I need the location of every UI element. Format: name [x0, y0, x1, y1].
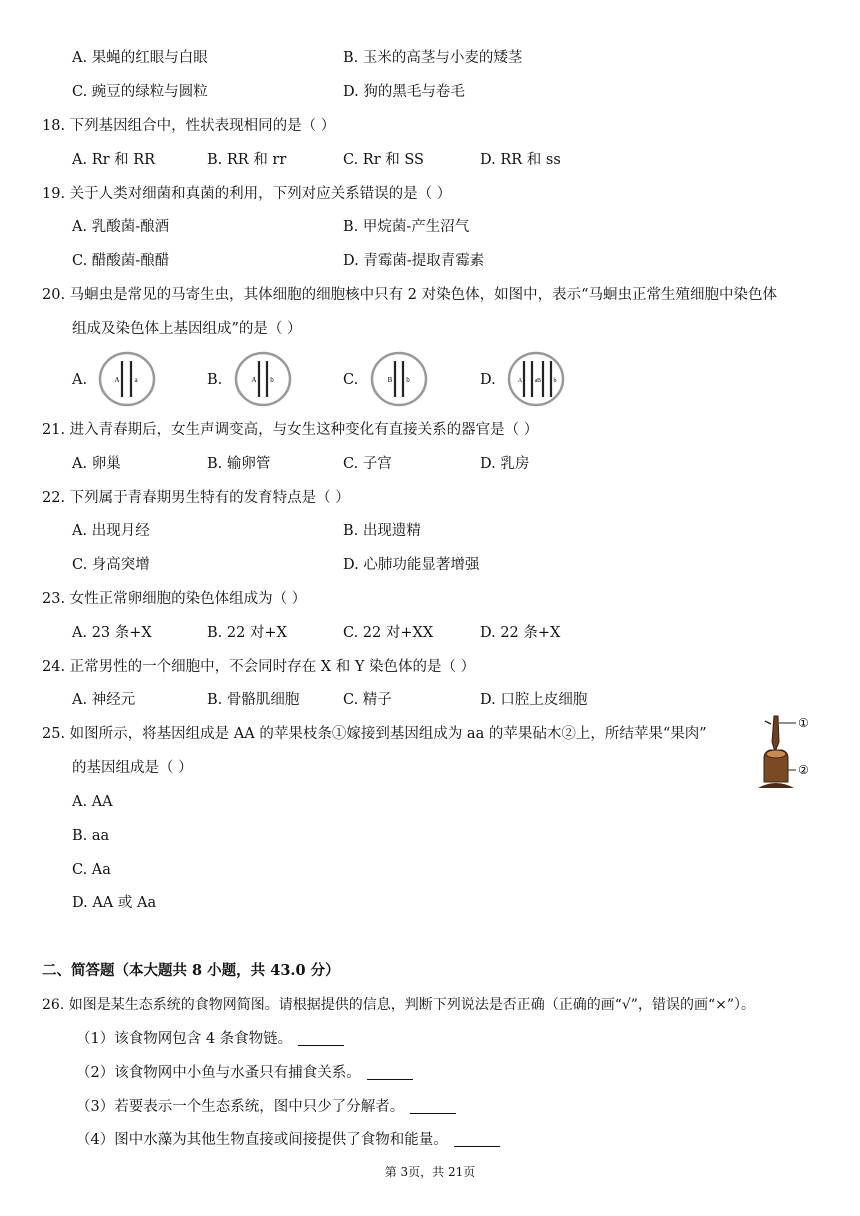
q18-option-b: B. RR 和 rr: [207, 152, 287, 168]
q24-stem: 24. 正常男性的一个细胞中，不会同时存在 X 和 Y 染色体的是（ ）: [42, 659, 476, 675]
q20-option-a-cell-diagram: [98, 351, 156, 407]
gene-label: A: [114, 376, 120, 384]
q20-stem-line2: 组成及染色体上基因组成”的是（ ）: [72, 321, 302, 337]
q25-option-d: D. AA 或 Aa: [72, 895, 157, 911]
q20-option-d-label: D.: [480, 372, 496, 388]
q22-option-c: C. 身高突增: [72, 557, 150, 573]
answer-blank[interactable]: [298, 1031, 344, 1046]
q18-stem: 18. 下列基因组合中，性状表现相同的是（ ）: [42, 118, 336, 134]
q23-option-d: D. 22 条+X: [480, 625, 561, 641]
q26-statement-1: （1）该食物网包含 4 条食物链。: [76, 1029, 344, 1049]
q25-stem-line2: 的基因组成是（ ）: [72, 760, 193, 776]
page-footer: 第 3页，共 21页: [384, 1165, 476, 1179]
q21-option-a: A. 卵巢: [72, 456, 121, 472]
gene-label: A: [251, 376, 257, 384]
q19-stem: 19. 关于人类对细菌和真菌的利用，下列对应关系错误的是（ ）: [42, 186, 452, 202]
q20-option-b-label: B.: [207, 372, 223, 388]
q19-option-d: D. 青霉菌-提取青霉素: [343, 253, 485, 269]
gene-label: B: [536, 378, 542, 384]
q24-option-d: D. 口腔上皮细胞: [480, 692, 588, 708]
gene-label: b: [406, 376, 410, 384]
q20-option-a-label: A.: [72, 372, 88, 388]
q23-stem: 23. 女性正常卵细胞的染色体组成为（ ）: [42, 591, 307, 607]
answer-blank[interactable]: [454, 1132, 500, 1147]
gene-label: b: [553, 378, 557, 384]
answer-blank[interactable]: [367, 1065, 413, 1080]
q22-stem: 22. 下列属于青春期男生特有的发育特点是（ ）: [42, 490, 350, 506]
answer-blank[interactable]: [410, 1099, 456, 1114]
grafting-diagram: [756, 712, 820, 794]
gene-label: A: [517, 378, 523, 384]
q26-statement-4: （4）图中水藻为其他生物直接或间接提供了食物和能量。: [76, 1130, 500, 1150]
q17-option-d: D. 狗的黑毛与卷毛: [343, 84, 465, 100]
gene-label: b: [270, 376, 274, 384]
q21-option-b: B. 输卵管: [207, 456, 271, 472]
q20-stem-line1: 20. 马蛔虫是常见的马寄生虫，其体细胞的细胞核中只有 2 对染色体，如图中，表示“马蛔虫正常生殖细胞中染色体: [42, 287, 778, 303]
q18-option-a: A. Rr 和 RR: [72, 152, 156, 168]
q25-option-c: C. Aa: [72, 862, 111, 878]
q23-option-b: B. 22 对+X: [207, 625, 287, 641]
q20-option-d-cell-diagram: [507, 351, 565, 407]
q24-option-a: A. 神经元: [72, 692, 136, 708]
gene-label: a: [534, 378, 538, 384]
section-heading: 二、简答题（本大题共 8 小题，共 43.0 分）: [42, 962, 340, 979]
q19-option-b: B. 甲烷菌-产生沼气: [343, 219, 470, 235]
q17-option-c: C. 豌豆的绿粒与圆粒: [72, 84, 208, 100]
q25-stem-line1: 25. 如图所示，将基因组成是 AA 的苹果枝条①嫁接到基因组成为 aa 的苹果砧木②上，所结苹果“果肉”: [42, 726, 707, 742]
gene-label: B: [387, 376, 393, 384]
q26-stem: 26. 如图是某生态系统的食物网简图。请根据提供的信息，判断下列说法是否正确（正确的画“√”，错误的画“×”）。: [42, 997, 755, 1013]
q23-option-c: C. 22 对+XX: [343, 625, 434, 641]
q21-option-c: C. 子宫: [343, 456, 392, 472]
q17-option-a: A. 果蝇的红眼与白眼: [72, 50, 208, 66]
q20-option-c-cell-diagram: [370, 351, 428, 407]
q21-stem: 21. 进入青春期后，女生声调变高，与女生这种变化有直接关系的器官是（ ）: [42, 422, 539, 438]
q24-option-c: C. 精子: [343, 692, 392, 708]
q23-option-a: A. 23 条+X: [72, 625, 152, 641]
q25-option-a: A. AA: [72, 794, 113, 810]
q24-option-b: B. 骨骼肌细胞: [207, 692, 300, 708]
scion-label: ①: [798, 716, 809, 730]
q21-option-d: D. 乳房: [480, 456, 530, 472]
q22-option-b: B. 出现遗精: [343, 523, 421, 539]
q26-statement-3: （3）若要表示一个生态系统，图中只少了分解者。: [76, 1097, 456, 1117]
q19-option-a: A. 乳酸菌-酿酒: [72, 219, 170, 235]
q22-option-d: D. 心肺功能显著增强: [343, 557, 480, 573]
q17-option-b: B. 玉米的高茎与小麦的矮茎: [343, 50, 523, 66]
q25-option-b: B. aa: [72, 828, 110, 844]
stock-label: ②: [798, 763, 809, 777]
q18-option-d: D. RR 和 ss: [480, 152, 561, 168]
q19-option-c: C. 醋酸菌-酿醋: [72, 253, 170, 269]
q26-statement-2: （2）该食物网中小鱼与水蚤只有捕食关系。: [76, 1063, 413, 1083]
gene-label: a: [134, 376, 138, 384]
q20-option-b-cell-diagram: [234, 351, 292, 407]
q22-option-a: A. 出现月经: [72, 523, 150, 539]
q20-option-c-label: C.: [343, 372, 359, 388]
q18-option-c: C. Rr 和 SS: [343, 152, 424, 168]
